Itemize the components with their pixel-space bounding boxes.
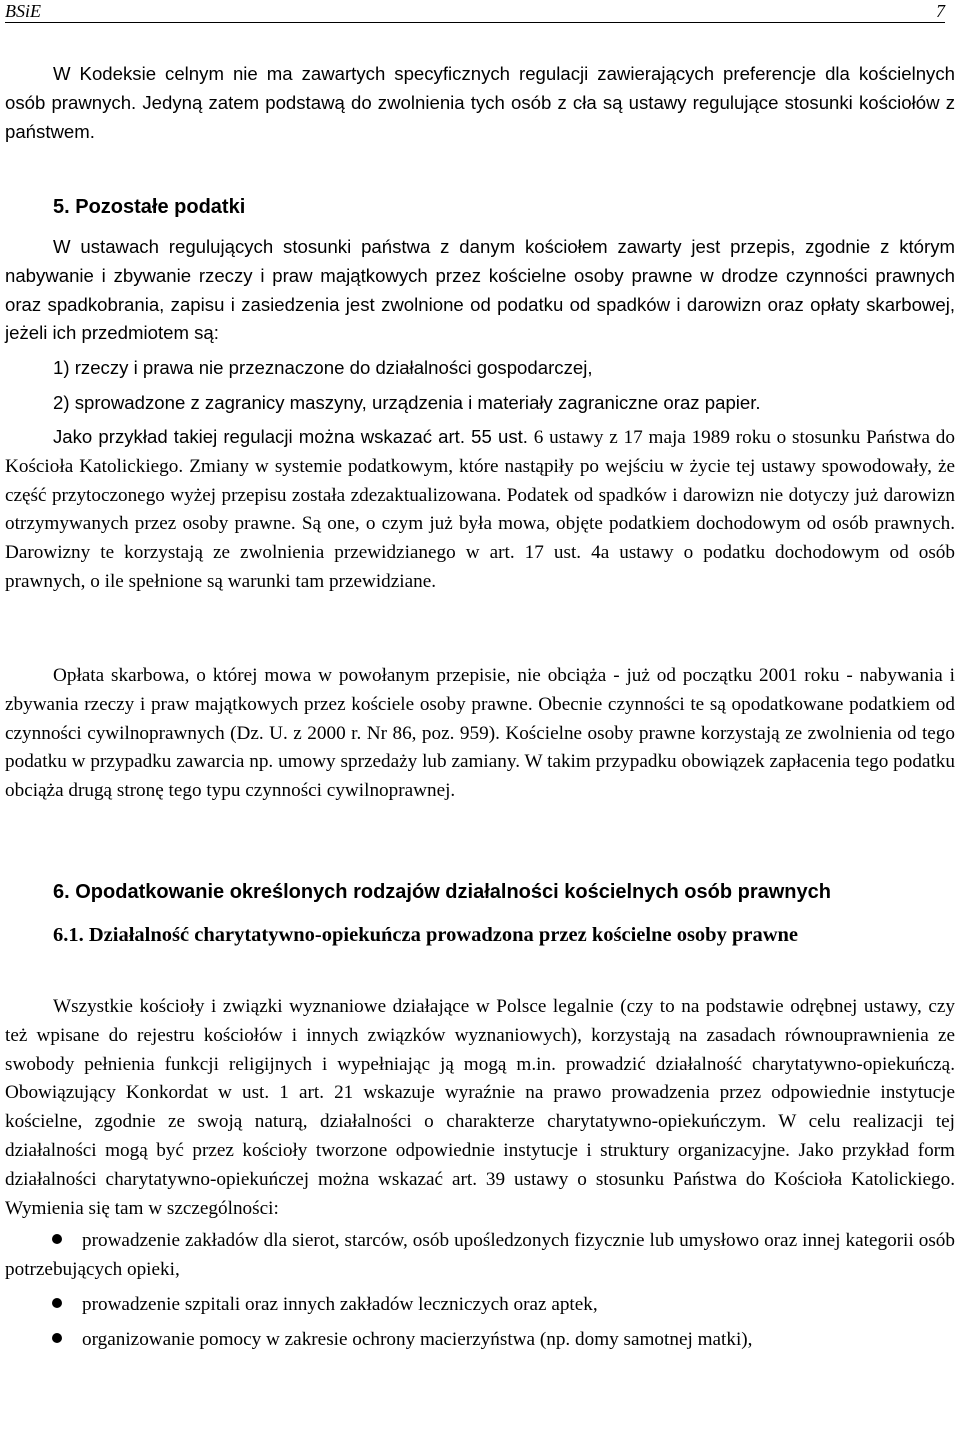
section-6-1-title: 6.1. Działalność charytatywno-opiekuńcza prowadzona przez kościelne osoby prawne	[53, 924, 799, 946]
section-5-paragraph-1: W ustawach regulujących stosunki państwa z danym kościołem zawarty jest przepis, zgodnie z którym nabywanie i zbywanie rzeczy i praw majątkowych przez kościelne osoby prawne w drodze czynności prawnych oraz spadkobrania, zapisu i zasiedzenia jest zwolnione od podatku od spadków i darowizn oraz opłaty skarbowej, jeżeli ich przedmiotem są:	[5, 236, 955, 344]
list-item-text: prowadzenie szpitali oraz innych zakładów leczniczych oraz aptek,	[82, 1293, 598, 1315]
list-item	[5, 1227, 955, 1285]
running-header	[5, 0, 945, 23]
intro-paragraph: W Kodeksie celnym nie ma zawartych specyficznych regulacji zawierających preferencje dla kościelnych osób prawnych. Jedyną zatem podstawą do zwolnienia tych osób z cła są ustawy regulujące stosunki kościołów z państwem.	[5, 63, 955, 142]
section-5-paragraph-2	[5, 423, 955, 597]
list-item-text: organizowanie pomocy w zakresie ochrony macierzyństwa (np. domy samotnej matki),	[82, 1328, 753, 1350]
section-5-paragraph-2-rest: 6 ustawy z 17 maja 1989 roku o stosunku Państwa do Kościoła Katolickiego. Zmiany w systemie podatkowym, które nastąpiły po wejściu w życie tej ustawy spowodowały, że część przytoczonego wyżej przepisu została zdezaktualizowana. Podatek od spadków i darowizn nie dotyczy już darowizn otrzymywanych przez osoby prawne. Są one, o czym już była mowa, objęte podatkiem dochodowym od osób prawnych. Darowizny te korzystają ze zwolnienia przewidzianego w art. 17 ust. 4a ustawy o podatku dochodowym od osób prawnych, o ile spełnione są warunki tam przewidziane.	[5, 427, 955, 592]
section-5-paragraph-3-block	[5, 662, 955, 806]
section-5-paragraph-3: Opłata skarbowa, o której mowa w powołanym przepisie, nie obciąża - już od początku 2001 roku - nabywania i zbywania rzeczy i praw majątkowych przez kościele osoby prawne. Obecnie czynności te są opodatkowane podatkiem od czynności cywilnoprawnych (Dz. U. z 2000 r. Nr 86, poz. 959). Kościelne osoby prawne korzystają ze zwolnienia od tego podatku w przypadku zawarcia np. umowy sprzedaży lub zamiany. W takim przypadku obowiązek zapłacenia tego podatku obciąża drugą stronę tego typu czynności cywilnoprawnej.	[5, 665, 955, 802]
list-item	[5, 1326, 955, 1355]
bullet-icon	[52, 1333, 62, 1343]
section-5-paragraph-2-block	[5, 423, 955, 597]
bullet-icon	[52, 1234, 62, 1244]
list-item-text: prowadzenie zakładów dla sierot, starców, osób upośledzonych fizycznie lub umysłowo oraz innej kategorii osób potrzebujących opieki,	[5, 1230, 955, 1281]
section-5-item-1: 1) rzeczy i prawa nie przeznaczone do działalności gospodarczej,	[53, 357, 593, 379]
intro-paragraph-block	[5, 60, 955, 146]
header-journal-title: BSiE	[5, 1, 41, 21]
section-5-body	[5, 233, 955, 418]
page-number: 7	[936, 1, 945, 21]
section-5-title: 5. Pozostałe podatki	[53, 196, 246, 218]
section-5-paragraph-2-start: Jako przykład takiej regulacji można wskazać art. 55 ust.	[53, 426, 528, 447]
section-6-1-heading-block	[5, 921, 955, 950]
section-6-heading-block	[5, 878, 955, 907]
section-5-heading-block	[5, 193, 955, 222]
section-6-title: 6. Opodatkowanie określonych rodzajów działalności kościelnych osób prawnych	[53, 881, 831, 903]
activity-list	[5, 1227, 955, 1354]
bullet-icon	[52, 1298, 62, 1308]
section-6-1-paragraph-1: Wszystkie kościoły i związki wyznaniowe działające w Polsce legalnie (czy to na podstawie odrębnej ustawy, czy też wpisane do rejestru kościołów i innych związków wyznaniowych), korzystają na zasadach równouprawnienia ze swobody pełnienia funkcji religijnych i wypełniając ją mogą m.in. prowadzić działalność charytatywno-opiekuńczą. Obowiązujący Konkordat w ust. 1 art. 21 wskazuje wyraźnie na prawo prowadzenia przez odpowiednie instytucje kościelne, zgodnie ze swoją naturą, działalności o charakterze charytatywno-opiekuńczym. W celu realizacji tej działalności mogą być przez kościoły tworzone odpowiednie instytucje i struktury organizacyjne. Jako przykład form działalności charytatywno-opiekuńczej można wskazać art. 39 ustawy o stosunku Państwa do Kościoła Katolickiego. Wymienia się tam w szczególności:	[5, 996, 955, 1219]
list-item	[5, 1291, 955, 1320]
section-5-item-2: 2) sprowadzone z zagranicy maszyny, urządzenia i materiały zagraniczne oraz papier.	[53, 391, 761, 413]
section-6-1-body	[5, 993, 955, 1355]
